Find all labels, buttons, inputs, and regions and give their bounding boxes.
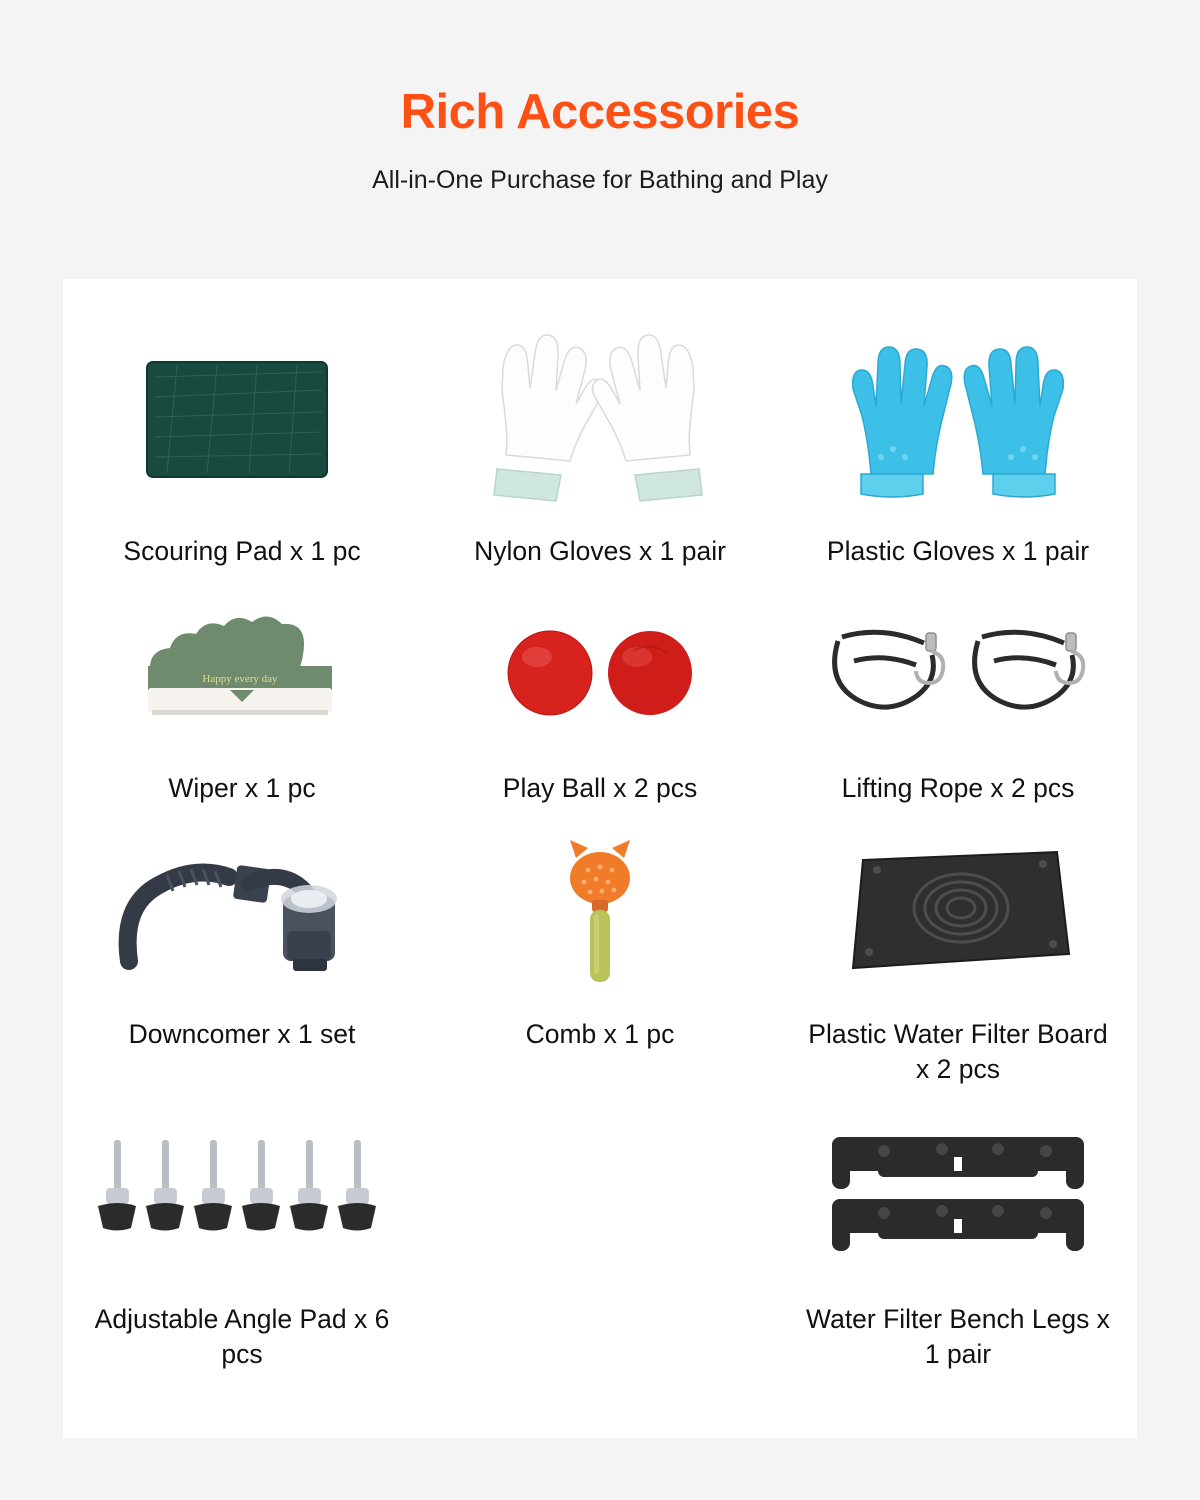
accessory-item-nylon-gloves	[421, 279, 779, 569]
wiper-art	[63, 569, 421, 761]
comb-icon	[540, 834, 660, 994]
accessory-item-bench-legs	[779, 1087, 1137, 1372]
bench-legs-icon	[818, 1129, 1098, 1269]
accessory-item-downcomer	[63, 806, 421, 1087]
page-subtitle: All-in-One Purchase for Bathing and Play	[372, 165, 828, 194]
lifting-rope-icon	[818, 611, 1098, 731]
accessory-caption: Play Ball x 2 pcs	[502, 772, 698, 803]
accessory-spacer	[421, 1087, 779, 1372]
accessory-caption: Lifting Rope x 2 pcs	[841, 772, 1075, 803]
nylon-gloves-icon	[465, 329, 735, 504]
accessories-card	[63, 279, 1137, 1438]
accessory-caption: Nylon Gloves x 1 pair	[474, 536, 726, 566]
wiper-icon	[122, 606, 362, 736]
accessory-item-comb	[421, 806, 779, 1087]
page-title: Rich Accessories	[400, 85, 800, 139]
accessory-item-scouring-pad	[63, 279, 421, 569]
angle-pad-icon	[82, 1134, 402, 1264]
page-header	[0, 0, 1200, 195]
wiper-art-label: Happy every day	[202, 672, 278, 685]
accessory-caption: Plastic Gloves x 1 pair	[826, 536, 1090, 566]
bench-legs-art	[779, 1087, 1137, 1292]
accessory-caption: Wiper x 1 pc	[168, 772, 316, 803]
filter-board-icon	[833, 842, 1083, 987]
accessory-item-wiper	[63, 569, 421, 806]
lifting-rope-art	[779, 569, 1137, 761]
play-ball-icon	[485, 611, 715, 731]
downcomer-icon	[107, 839, 377, 989]
accessory-caption: Plastic Water Filter Board x 2 pcs	[808, 1018, 1108, 1084]
comb-art	[421, 806, 779, 1007]
accessories-grid	[63, 279, 1137, 1372]
downcomer-art	[63, 806, 421, 1007]
accessory-item-filter-board	[779, 806, 1137, 1087]
scouring-pad-icon	[137, 342, 347, 492]
accessory-item-play-ball	[421, 569, 779, 806]
accessory-caption: Adjustable Angle Pad x 6 pcs	[94, 1303, 390, 1369]
accessory-caption: Scouring Pad x 1 pc	[123, 536, 361, 566]
accessory-caption: Comb x 1 pc	[525, 1018, 675, 1049]
accessory-item-lifting-rope	[779, 569, 1137, 806]
play-ball-art	[421, 569, 779, 761]
accessory-caption: Downcomer x 1 set	[128, 1018, 356, 1049]
angle-pad-art	[63, 1087, 421, 1292]
scouring-pad-art	[63, 279, 421, 524]
accessory-item-plastic-gloves	[779, 279, 1137, 569]
plastic-gloves-art	[779, 279, 1137, 524]
filter-board-art	[779, 806, 1137, 1007]
accessory-item-angle-pad	[63, 1087, 421, 1372]
plastic-gloves-icon	[823, 329, 1093, 504]
nylon-gloves-art	[421, 279, 779, 524]
accessory-caption: Water Filter Bench Legs x 1 pair	[806, 1303, 1110, 1369]
